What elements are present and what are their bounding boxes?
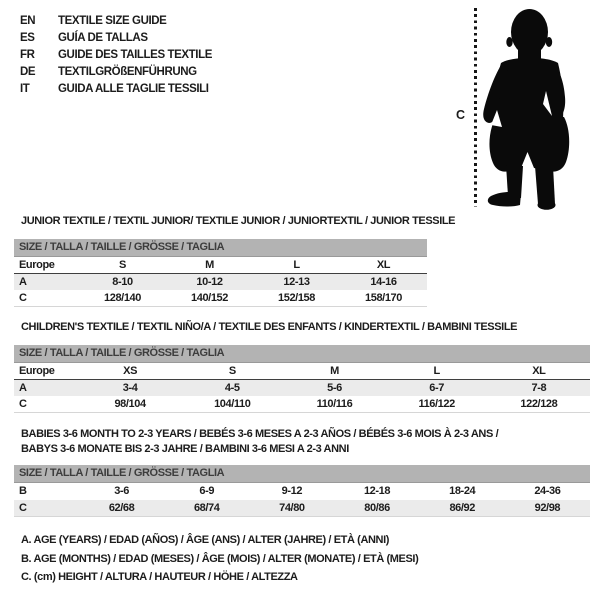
value-cell: 4-5 [181,380,283,397]
value-cell: 104/110 [181,396,283,413]
value-cell: 12-13 [253,274,340,291]
footnote-c: C. (cm) HEIGHT / ALTURA / HAUTEUR / HÖHE / ALTEZZA [21,571,298,583]
size-cell: M [166,257,253,274]
value-cell: 98/104 [79,396,181,413]
value-cell: 116/122 [386,396,488,413]
language-row [20,47,212,64]
table-row [14,257,427,274]
value-cell: 128/140 [79,290,166,307]
children-size-table [14,363,590,413]
row-label-cell: C [14,396,79,413]
junior-size-header-band: SIZE / TALLA / TAILLE / GRÖSSE / TAGLIA [14,239,427,257]
value-cell: 24-36 [534,485,561,498]
language-row [20,81,212,98]
language-header [20,13,212,98]
value-cell: 158/170 [340,290,427,307]
size-cell: XL [488,363,590,380]
value-cell: 140/152 [166,290,253,307]
language-label: GUIDE DES TAILLES TEXTILE [58,49,212,61]
babies-size-header-band: SIZE / TALLA / TAILLE / GRÖSSE / TAGLIA [14,465,590,483]
children-table-title: CHILDREN'S TEXTILE / TEXTIL NIÑO/A / TEXTILE DES ENFANTS / KINDERTEXTIL / BAMBINI TESSILE [21,321,518,333]
size-cell: M [283,363,385,380]
footnote-b: B. AGE (MONTHS) / EDAD (MESES) / ÂGE (MOIS) / ALTER (MONATE) / ETÀ (MESI) [21,552,419,565]
children-size-header-band: SIZE / TALLA / TAILLE / GRÖSSE / TAGLIA [14,345,590,363]
size-cell: XS [79,363,181,380]
value-cell: 9-12 [281,485,303,498]
table-row [14,274,427,291]
footnote-a: A. AGE (YEARS) / EDAD (AÑOS) / ÂGE (ANS) / ALTER (JAHRE) / ETÀ (ANNI) [21,534,389,546]
value-cell: 8-10 [79,274,166,291]
row-label-cell: B [19,485,27,498]
size-cell: XL [340,257,427,274]
value-cell: 152/158 [253,290,340,307]
language-code: IT [20,83,30,95]
row-label-cell: Europe [14,257,79,274]
language-label: GUÍA DE TALLAS [58,32,148,44]
toddler-silhouette-icon [480,5,585,215]
value-cell: 6-7 [386,380,488,397]
value-cell: 62/68 [79,500,164,517]
value-cell: 7-8 [488,380,590,397]
table-row [14,500,590,517]
value-cell: 18-24 [449,485,476,498]
value-cell: 3-4 [79,380,181,397]
table-row [14,363,590,380]
value-cell: 92/98 [505,500,590,517]
height-measure-label: C [456,108,465,122]
row-label-cell: C [14,290,79,307]
table-row [14,290,427,307]
language-code: DE [20,66,36,78]
language-label: TEXTILE SIZE GUIDE [58,15,167,27]
junior-size-table [14,257,427,307]
value-cell: 80/86 [334,500,419,517]
babies-table-title-line-2: BABYS 3-6 MONATE BIS 2-3 JAHRE / BAMBINI 3-6 MESI A 2-3 ANNI [21,442,349,455]
value-cell: 110/116 [283,396,385,413]
language-label: TEXTILGRÖßENFÜHRUNG [58,66,197,78]
value-cell: 68/74 [164,500,249,517]
babies-table-title [21,427,498,456]
value-cell: 74/80 [249,500,334,517]
language-code: EN [20,15,36,27]
babies-table-title-line-1: BABIES 3-6 MONTH TO 2-3 YEARS / BEBÉS 3-6 MESES A 2-3 AÑOS / BÉBÉS 3-6 MOIS À 2-3 ANS / [21,428,499,440]
value-cell: 6-9 [199,485,215,498]
value-cell: 10-12 [166,274,253,291]
value-cell: 12-18 [363,485,391,498]
language-row [20,13,212,30]
row-label-cell: Europe [14,363,79,380]
value-cell: 3-6 [114,485,129,498]
value-cell: 86/92 [420,500,505,517]
table-row [14,396,590,413]
value-cell: 122/128 [488,396,590,413]
row-label-cell: A [14,380,79,397]
footnotes [21,531,418,587]
language-code: ES [20,32,35,44]
value-cell: 5-6 [283,380,385,397]
row-label-cell: C [14,500,79,517]
table-row [14,380,590,397]
junior-table-title: JUNIOR TEXTILE / TEXTIL JUNIOR/ TEXTILE JUNIOR / JUNIORTEXTIL / JUNIOR TESSILE [21,215,456,227]
size-cell: L [253,257,340,274]
babies-size-table [14,483,590,517]
language-row [20,30,212,47]
size-cell: S [181,363,283,380]
size-cell: L [386,363,488,380]
value-cell: 14-16 [340,274,427,291]
height-measure-dotted-line [474,8,477,207]
row-label-cell: A [14,274,79,291]
table-row [14,483,590,500]
size-cell: S [79,257,166,274]
language-code: FR [20,49,35,61]
language-row [20,64,212,81]
language-label: GUIDA ALLE TAGLIE TESSILI [58,83,209,95]
